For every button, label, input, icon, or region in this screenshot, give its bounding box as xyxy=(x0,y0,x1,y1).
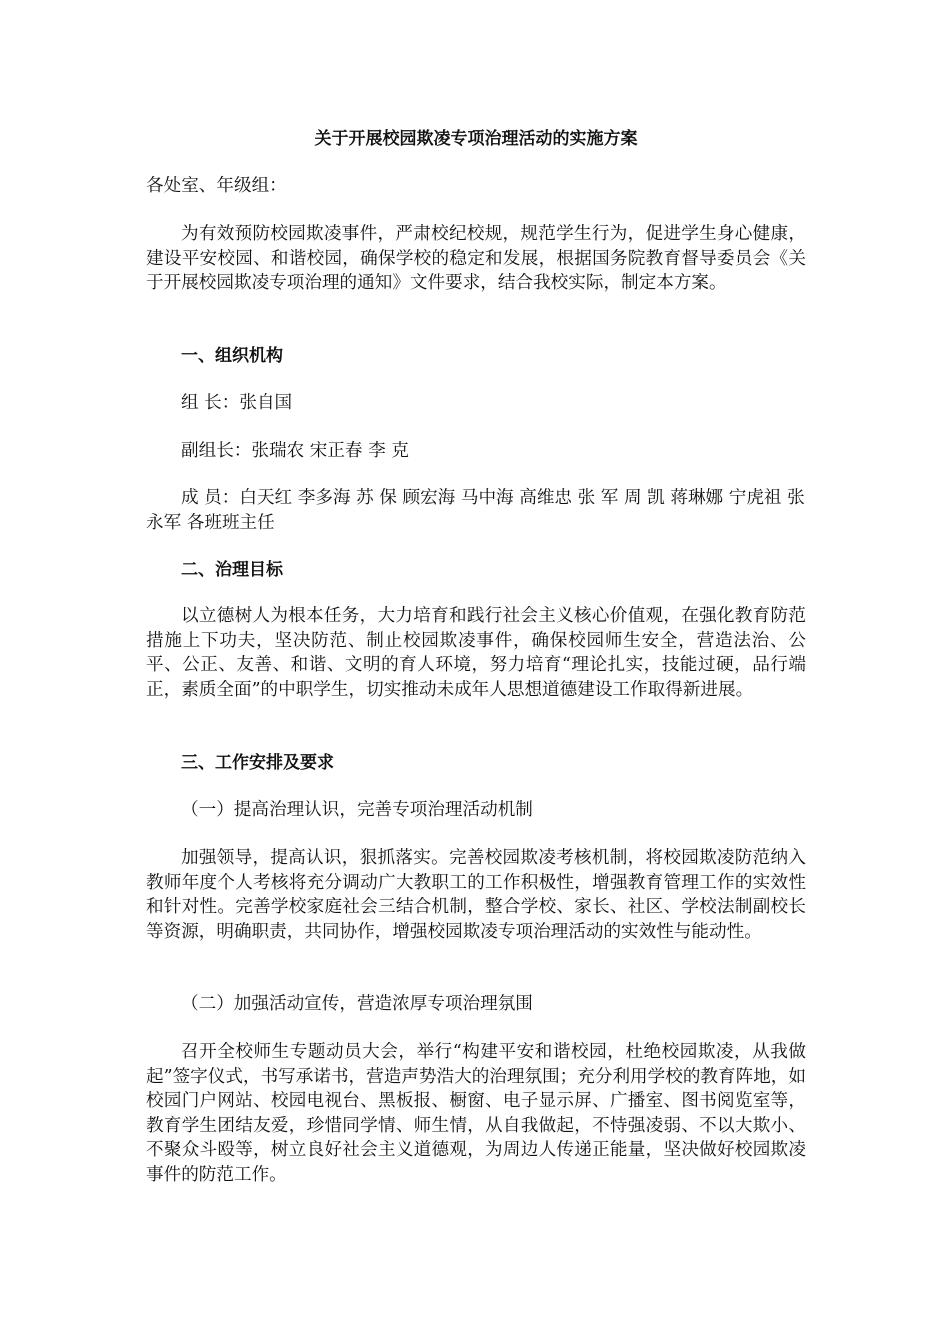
section-heading-arrangements: 三、工作安排及要求 xyxy=(181,753,334,773)
section-heading-organization: 一、组织机构 xyxy=(181,346,283,366)
document-title: 关于开展校园欺凌专项治理活动的实施方案 xyxy=(314,129,638,149)
addressee: 各处室、年级组： xyxy=(146,176,287,196)
group-leader: 组 长：张自国 xyxy=(181,393,293,413)
subsection-heading-1: （一）提高治理认识，完善专项治理活动机制 xyxy=(181,800,533,820)
deputy-leaders: 副组长：张瑞农 宋正春 李 克 xyxy=(181,441,409,461)
subsection-1-paragraph: 加强领导，提高认识，狠抓落实。完善校园欺凌考核机制，将校园欺凌防范纳入教师年度个人考核将充分调动广大教职工的工作积极性，增强教育管理工作的实效性和针对性。完善学校家庭社会三结合机制，整合学校、家长、社区、学校法制副校长等资源，明确职责，共同协作，增强校园欺凌专项治理活动的实效性与能动性。 xyxy=(146,848,806,942)
intro-paragraph: 为有效预防校园欺凌事件，严肃校纪校规，规范学生行为，促进学生身心健康，建设平安校园、和谐校园，确保学校的稳定和发展，根据国务院教育督导委员会《关于开展校园欺凌专项治理的通知》文件要求，结合我校实际，制定本方案。 xyxy=(146,224,806,294)
section-heading-goals: 二、治理目标 xyxy=(181,560,283,580)
group-members: 成 员：白天红 李多海 苏 保 顾宏海 马中海 高维忠 张 军 周 凯 蒋琳娜 宁虎祖 张永军 各班班主任 xyxy=(146,488,805,533)
goals-paragraph: 以立德树人为根本任务，大力培育和践行社会主义核心价值观，在强化教育防范措施上下功夫，坚决防范、制止校园欺凌事件，确保校园师生安全，营造法治、公平、公正、友善、和谐、文明的育人环境，努力培育“理论扎实，技能过硬，品行端正，素质全面”的中职学生，切实推动未成年人思想道德建设工作取得新进展。 xyxy=(146,606,806,700)
subsection-2-paragraph: 召开全校师生专题动员大会，举行“构建平安和谐校园，杜绝校园欺凌，从我做起”签字仪式，书写承诺书，营造声势浩大的治理氛围；充分利用学校的教育阵地，如校园门户网站、校园电视台、黑板报、橱窗、电子显示屏、广播室、图书阅览室等，教育学生团结友爱，珍惜同学情、师生情，从自我做起，不恃强凌弱、不以大欺小、不聚众斗殴等，树立良好社会主义道德观，为周边人传递正能量，坚决做好校园欺凌事件的防范工作。 xyxy=(146,1042,806,1185)
subsection-heading-2: （二）加强活动宣传，营造浓厚专项治理氛围 xyxy=(181,994,533,1014)
